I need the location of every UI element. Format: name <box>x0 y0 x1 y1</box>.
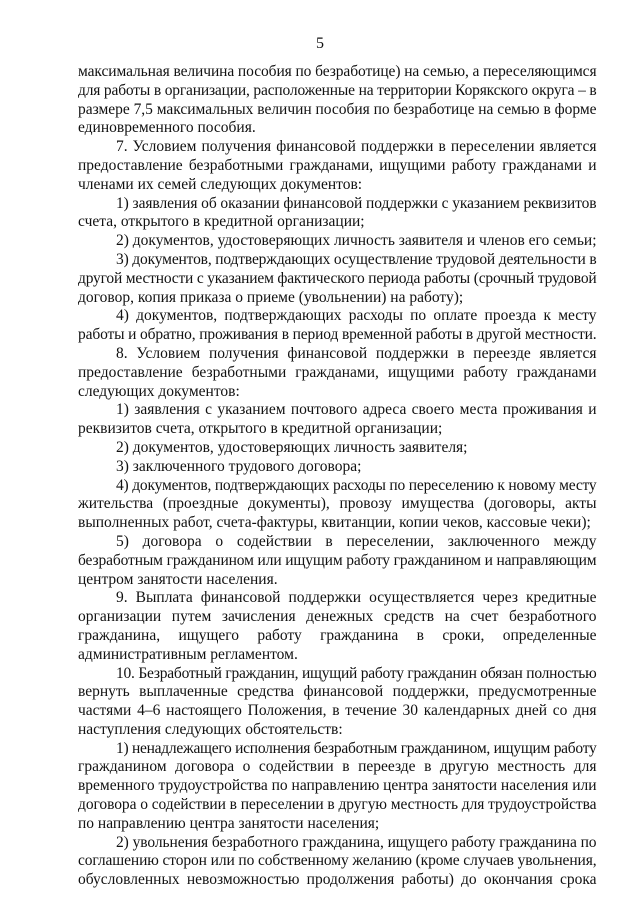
paragraph <box>78 477 597 533</box>
line-text: реквизитов счета, открытого в кредитной организации; <box>78 420 443 438</box>
text-line <box>78 326 597 345</box>
paragraph <box>78 458 597 477</box>
line-text: частями 4–6 настоящего Положения, в течение 30 календарных дней со дня <box>78 702 597 720</box>
text-line <box>116 401 597 420</box>
line-text: административным регламентом. <box>78 645 298 663</box>
text-line <box>78 571 597 590</box>
text-line <box>78 82 597 101</box>
text-line <box>78 852 597 871</box>
paragraph <box>78 665 597 740</box>
line-text: следующих документов: <box>78 382 240 400</box>
line-text: 3) заключенного трудового договора; <box>116 457 362 475</box>
line-text: другой местности с указанием фактического периода работы (срочный трудовой <box>78 269 597 287</box>
line-text: 3) документов, подтверждающих осуществление трудовой деятельности в <box>116 250 597 268</box>
line-text: обусловленных невозможностью продолжения работы) до окончания срока <box>78 871 597 889</box>
text-line <box>78 702 597 721</box>
paragraph <box>78 589 597 664</box>
text-line <box>78 420 597 439</box>
line-text: для работы в организации, расположенные на территории Корякского округа – в <box>78 81 597 99</box>
line-text: 1) заявления с указанием почтового адреса своего места проживания и <box>116 401 597 419</box>
text-line <box>116 834 597 853</box>
document-body <box>78 63 597 890</box>
text-line <box>78 383 597 402</box>
line-text: 7. Условием получения финансовой поддержки в переселении является <box>116 138 597 156</box>
line-text: соглашению сторон или по собственному желанию (кроме случаев увольнения, <box>78 852 597 870</box>
line-text: договор, копия приказа о приеме (увольнении) на работу); <box>78 288 464 306</box>
line-text: по направлению центра занятости населения; <box>78 814 380 832</box>
line-text: центром занятости населения. <box>78 570 278 588</box>
text-line <box>116 232 597 251</box>
paragraph <box>78 834 597 890</box>
text-line <box>78 758 597 777</box>
text-line <box>116 251 597 270</box>
line-text: 2) документов, удостоверяющих личность заявителя и членов его семьи; <box>116 232 597 250</box>
paragraph <box>78 251 597 307</box>
text-line <box>116 477 597 496</box>
text-line <box>78 683 597 702</box>
continued-paragraph <box>78 63 597 138</box>
text-line <box>78 289 597 308</box>
text-line <box>78 777 597 796</box>
text-line <box>78 514 597 533</box>
text-line <box>78 627 597 646</box>
line-text: 9. Выплата финансовой поддержки осуществляется через кредитные <box>116 589 597 607</box>
paragraph <box>78 740 597 834</box>
paragraph <box>78 345 597 401</box>
text-line <box>116 439 597 458</box>
text-line <box>116 589 597 608</box>
paragraph <box>78 307 597 345</box>
text-line <box>78 364 597 383</box>
text-line <box>78 63 597 82</box>
line-text: 10. Безработный гражданин, ищущий работу гражданин обязан полностью <box>116 664 597 682</box>
text-line <box>78 176 597 195</box>
line-text: выполненных работ, счета-фактуры, квитанции, копии чеков, кассовые чеки); <box>78 514 591 532</box>
text-line <box>78 213 597 232</box>
line-text: гражданина, ищущего работу гражданина в сроки, определенные <box>78 626 597 644</box>
line-text: размере 7,5 максимальных величин пособия по безработице на семью в форме <box>78 100 597 118</box>
line-text: 4) документов, подтверждающих расходы по оплате проезда к месту <box>116 307 597 325</box>
text-line <box>116 533 597 552</box>
text-line <box>116 665 597 684</box>
paragraph <box>78 232 597 251</box>
line-text: единовременного пособия. <box>78 119 256 137</box>
text-line <box>116 138 597 157</box>
line-text: предоставление безработными гражданами, ищущими работу гражданами и <box>78 156 597 174</box>
text-line <box>78 101 597 120</box>
text-line <box>78 270 597 289</box>
text-line <box>78 157 597 176</box>
line-text: договора о содействии в переселении в другую местность для трудоустройства <box>78 796 597 814</box>
line-text: временного трудоустройства по направлению центра занятости населения или <box>78 777 597 795</box>
text-line <box>78 552 597 571</box>
line-text: организации путем зачисления денежных средств на счет безработного <box>78 608 597 626</box>
line-text: членами их семей следующих документов: <box>78 175 363 193</box>
line-text: 5) договора о содействии в переселении, заключенного между <box>116 532 597 550</box>
text-line <box>116 307 597 326</box>
text-line <box>78 608 597 627</box>
line-text: безработным гражданином или ищущим работу гражданином и направляющим <box>78 551 597 569</box>
text-line <box>78 796 597 815</box>
text-line <box>116 740 597 759</box>
line-text: гражданином договора о содействии в переезде в другую местность для <box>78 758 597 776</box>
paragraph <box>78 533 597 589</box>
text-line <box>116 345 597 364</box>
line-text: вернуть выплаченные средства финансовой поддержки, предусмотренные <box>78 683 597 701</box>
line-text: счета, открытого в кредитной организации; <box>78 213 365 231</box>
line-text: 2) документов, удостоверяющих личность заявителя; <box>116 438 468 456</box>
paragraph <box>78 195 597 233</box>
text-line <box>78 721 597 740</box>
text-line <box>78 495 597 514</box>
line-text: 4) документов, подтверждающих расходы по переселению к новому месту <box>116 476 597 494</box>
paragraph <box>78 401 597 439</box>
page-number: 5 <box>316 35 324 52</box>
line-text: 2) увольнения безработного гражданина, ищущего работу гражданина по <box>116 833 597 851</box>
line-text: работы и обратно, проживания в период временной работы в другой местности. <box>78 326 597 344</box>
line-text: максимальная величина пособия по безработице) на семью, а переселяющимся <box>78 63 597 80</box>
line-text: предоставление безработными гражданами, ищущими работу гражданами <box>78 363 597 381</box>
text-line <box>78 871 597 890</box>
line-text: жительства (проездные документы), провозу имущества (договоры, акты <box>78 495 597 513</box>
paragraph <box>78 138 597 194</box>
text-line <box>78 646 597 665</box>
line-text: 1) ненадлежащего исполнения безработным гражданином, ищущим работу <box>116 739 597 757</box>
text-line <box>78 119 597 138</box>
text-line <box>116 458 597 477</box>
line-text: 1) заявления об оказании финансовой поддержки с указанием реквизитов <box>116 194 597 212</box>
text-line <box>78 815 597 834</box>
text-line <box>116 195 597 214</box>
line-text: 8. Условием получения финансовой поддержки в переезде является <box>116 344 597 362</box>
paragraph <box>78 439 597 458</box>
line-text: наступления следующих обстоятельств: <box>78 720 343 738</box>
